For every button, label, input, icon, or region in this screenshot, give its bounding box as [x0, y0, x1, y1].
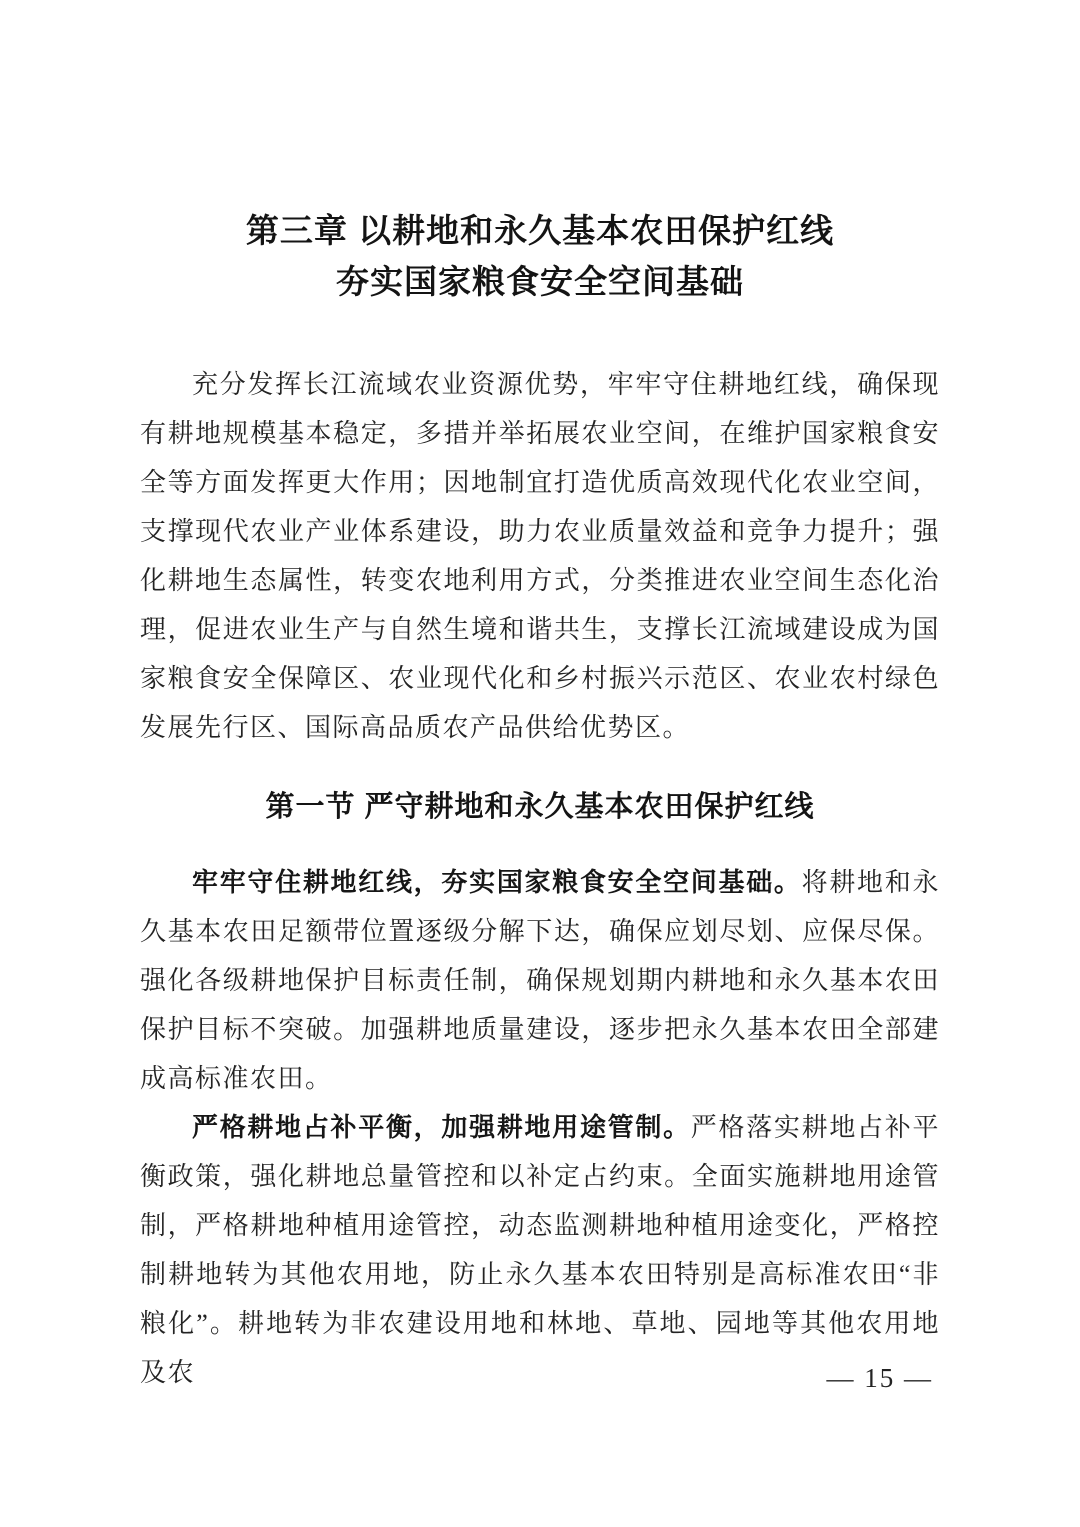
chapter-title-line-2: 夯实国家粮食安全空间基础 — [336, 263, 744, 300]
paragraph-lead: 牢牢守住耕地红线，夯实国家粮食安全空间基础。 — [192, 868, 802, 897]
paragraph-body: 严格落实耕地占补平衡政策，强化耕地总量管控和以补定占约束。全面实施耕地用途管制，严格耕地种植用途管控，动态监测耕地种植用途变化，严格控制耕地转为其他农用地，防止永久基本农田特别是高标准农田“非粮化”。耕地转为非农建设用地和林地、草地、园地等其他农用地及农 — [140, 1113, 940, 1387]
page-number: — 15 — — [826, 1363, 933, 1393]
section-paragraph-redline — [140, 858, 940, 1103]
chapter-title-line-1: 第三章 以耕地和永久基本农田保护红线 — [245, 212, 835, 249]
section-title: 第一节 严守耕地和永久基本农田保护红线 — [265, 791, 815, 823]
chapter-title — [140, 205, 940, 307]
paragraph-body: 将耕地和永久基本农田足额带位置逐级分解下达，确保应划尽划、应保尽保。强化各级耕地保护目标责任制，确保规划期内耕地和永久基本农田保护目标不突破。加强耕地质量建设，逐步把永久基本农田全部建成高标准农田。 — [140, 868, 940, 1093]
section-paragraph-balance — [140, 1103, 940, 1397]
chapter-intro-paragraph: 充分发挥长江流域农业资源优势，牢牢守住耕地红线，确保现有耕地规模基本稳定，多措并举拓展农业空间，在维护国家粮食安全等方面发挥更大作用；因地制宜打造优质高效现代化农业空间，支撑现代农业产业体系建设，助力农业质量效益和竞争力提升；强化耕地生态属性，转变农地利用方式，分类推进农业空间生态化治理，促进农业生产与自然生境和谐共生，支撑长江流域建设成为国家粮食安全保障区、农业现代化和乡村振兴示范区、农业农村绿色发展先行区、国际高品质农产品供给优势区。 — [140, 370, 940, 742]
paragraph-lead: 严格耕地占补平衡，加强耕地用途管制。 — [192, 1113, 691, 1142]
